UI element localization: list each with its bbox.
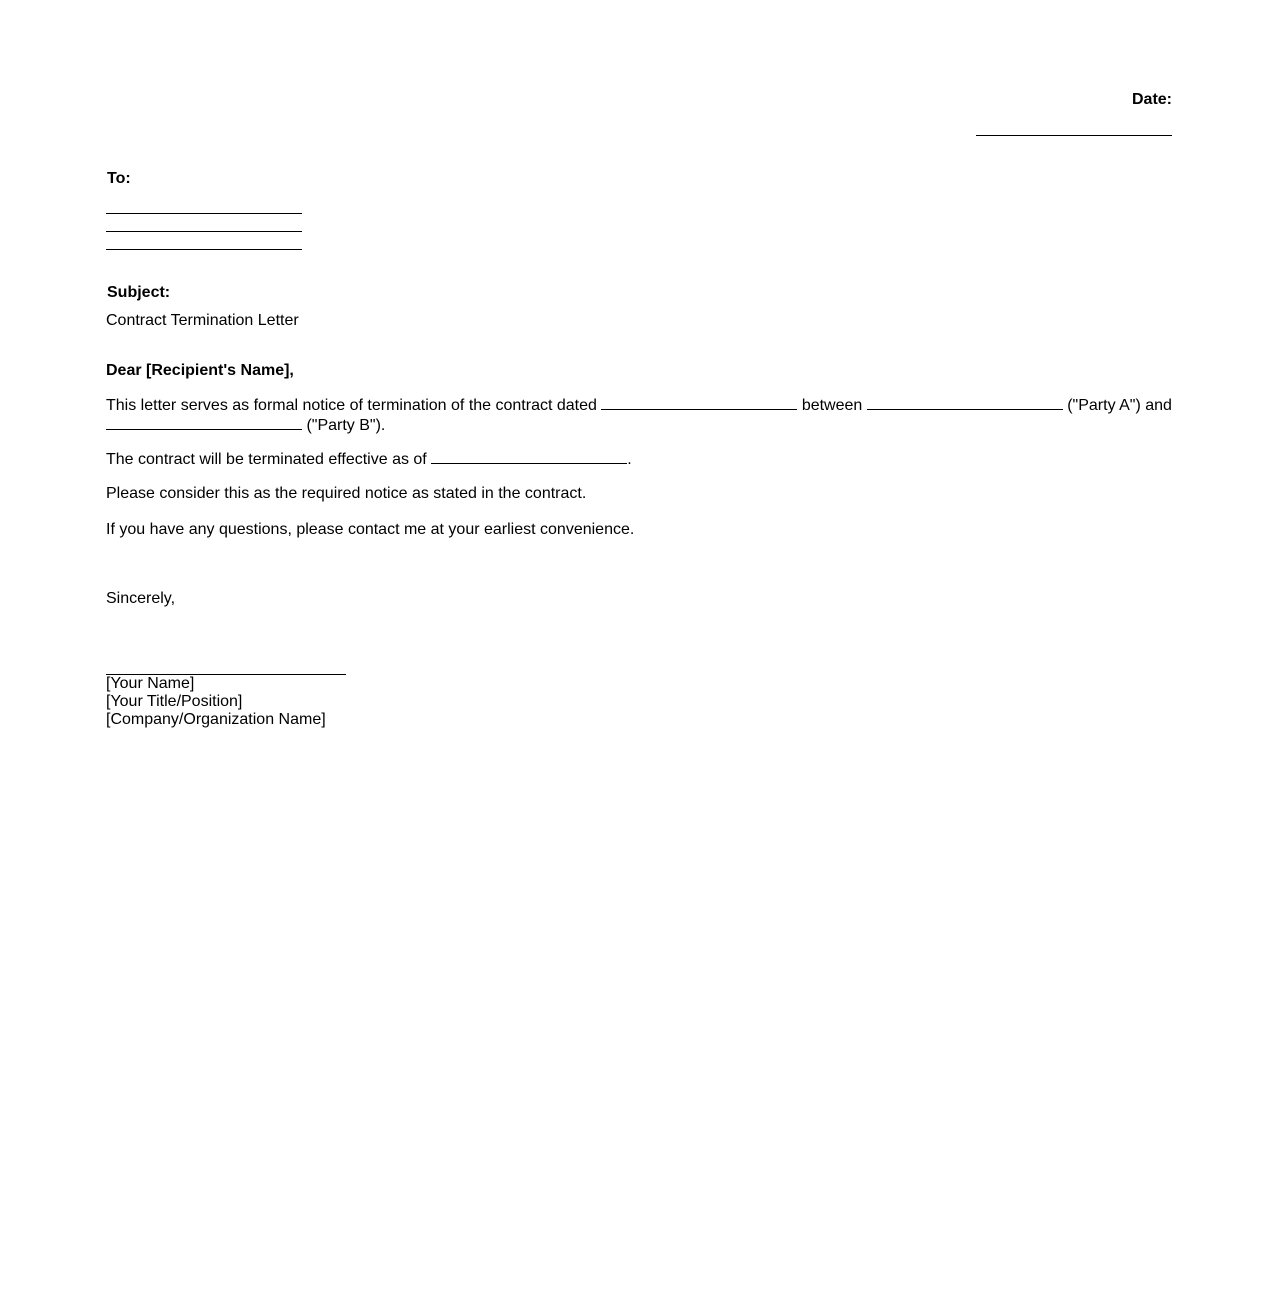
paragraph-termination-notice [106,395,1172,435]
p1-party-a: ("Party A") and [1067,397,1172,414]
effective-date-blank [431,449,627,464]
subject-label: Subject: [107,284,171,301]
signer-company: [Company/Organization Name] [106,711,326,728]
signature-block [106,675,326,729]
party-b-blank [106,415,302,430]
paragraph-effective-date [106,449,632,469]
p1-text: This letter serves as formal notice of termination of the contract dated [106,397,597,414]
p2-end: . [627,451,632,468]
contract-date-blank [601,395,797,410]
signer-title: [Your Title/Position] [106,693,243,710]
party-a-blank [867,395,1063,410]
recipient-line-1 [106,213,302,214]
p1-party-b: ("Party B"). [306,417,386,434]
signer-name: [Your Name] [106,675,195,692]
valediction: Sincerely, [106,590,176,607]
salutation: Dear [Recipient's Name], [106,362,294,379]
paragraph-required-notice: Please consider this as the required notice as stated in the contract. [106,485,587,502]
p2-text: The contract will be terminated effective as of [106,451,427,468]
recipient-line-3 [106,249,302,250]
date-blank-line [976,135,1172,136]
to-label: To: [107,170,131,187]
date-label: Date: [1131,91,1172,108]
paragraph-contact: If you have any questions, please contact me at your earliest convenience. [106,521,635,538]
subject-value: Contract Termination Letter [106,312,299,329]
p1-between: between [801,397,863,414]
recipient-line-2 [106,231,302,232]
